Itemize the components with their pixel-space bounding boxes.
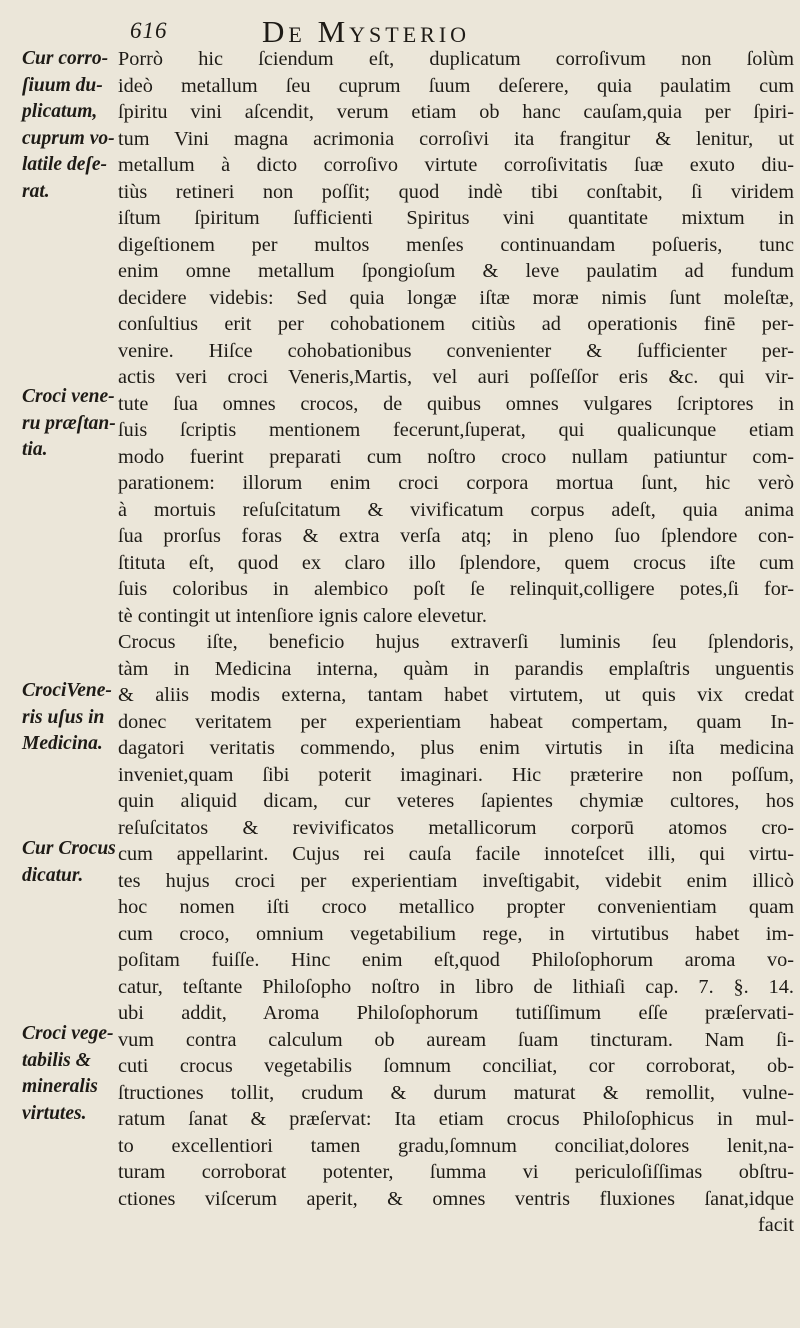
marginal-note-line: rat. [22, 180, 50, 202]
text-line: tes hujus croci per experientiam inveſtigabit, videbit enim illicò [118, 869, 794, 892]
text-line: cum appellarint. Cujus rei cauſa facile innoteſcet illi, qui virtu- [118, 843, 794, 865]
text-line: metallum à dicto corroſivo virtute corroſivitatis ſuæ exuto diu- [118, 154, 794, 176]
marginal-note-line: cuprum vo- [22, 127, 115, 149]
text-line: tàm in Medicina interna, quàm in parandis emplaſtris unguentis [118, 657, 794, 680]
text-line: ſtituta eſt, quod ex claro illo ſplendore, quem crocus iſte cum [118, 551, 794, 574]
marginal-note-line: ru præſtan- [22, 412, 116, 434]
text-line: cum croco, omnium vegetabilium rege, in virtutibus habet im- [118, 922, 794, 945]
text-line: Crocus iſte, beneficio hujus extraverſi luminis ſeu ſplendoris, [118, 631, 794, 653]
text-line: iſtum ſpiritum ſufficienti Spiritus vini quantitate mixtum in [118, 207, 794, 229]
text-line: poſitam fuiſſe. Hinc enim eſt,quod Philoſophorum aroma vo- [118, 949, 794, 971]
text-line: reſuſcitatos & revivificatos metallicorum corporū atomos cro- [118, 816, 794, 839]
marginal-note [22, 46, 130, 205]
text-line: cuti crocus vegetabilis ſomnum conciliat, cor corroborat, ob- [118, 1055, 794, 1077]
marginal-note [22, 384, 130, 464]
marginal-note-line: ſiuum du- [22, 74, 103, 96]
text-line: hoc nomen iſti croco metallico propter convenientiam quam [118, 896, 794, 918]
marginal-note-line: Croci vene- [22, 386, 115, 407]
marginal-note-line: virtutes. [22, 1102, 87, 1124]
text-line: catur, teſtante Philoſopho noſtro in libro de lithiaſi cap. 7. §. 14. [118, 975, 794, 998]
text-line: to excellentiori tamen gradu,ſomnum conciliat,dolores lenit,na- [118, 1134, 794, 1157]
text-line: donec veritatem per experientiam habeat compertam, quam In- [118, 710, 794, 733]
text-line: quin aliquid dicam, cur veteres ſapientes chymiæ cultores, hos [118, 790, 794, 812]
text-line: ſuis coloribus in alembico poſt ſe relinquit,colligere potes,ſi for- [118, 578, 794, 600]
marginal-note-line: Croci vege- [22, 1023, 114, 1044]
text-line: Porrò hic ſciendum eſt, duplicatum corroſivum non ſolùm [118, 48, 794, 70]
text-line: ideò metallum ſeu cuprum ſuum deſerere, quia paulatim cum [118, 74, 794, 97]
text-line: tute ſua omnes crocos, de quibus omnes vulgares ſcriptores in [118, 392, 794, 415]
marginal-note-line: tia. [22, 439, 48, 460]
page-number: 616 [130, 18, 168, 43]
marginal-note-line: dicatur. [22, 864, 84, 886]
text-line: ſtructiones tollit, crudum & durum maturat & remollit, vulne- [118, 1081, 794, 1104]
text-line: ſuis ſcriptis mentionem fecerunt,ſuperat, qui qualicunque etiam [118, 419, 794, 441]
marginal-note-line: ris uſus in [22, 706, 105, 728]
text-line: tè contingit ut intenſiore ignis calore elevetur. [118, 604, 487, 627]
text-line: parationem: illorum enim croci corpora mortua ſunt, hic verò [118, 472, 794, 494]
text-line: ſua prorſus foras & extra verſa atq; in pleno ſuo ſplendore con- [118, 525, 794, 547]
text-line: tum Vini magna acrimonia corroſivi ita frangitur & lenitur, ut [118, 127, 794, 150]
text-line: à mortuis reſuſcitatum & vivificatum corpus adeſt, quia anima [118, 498, 794, 521]
catchword: facit [757, 1214, 794, 1236]
text-line: conſultius erit per cohobationem citiùs ad operationis finē per- [118, 313, 794, 335]
text-line: tiùs retineri non poſſit; quod indè tibi conſtabit, ſi viridem [118, 180, 794, 203]
marginal-note-line: mineralis [22, 1076, 98, 1097]
text-line: enim omne metallum ſpongioſum & leve paulatim ad fundum [118, 260, 794, 282]
text-line: modo fuerint preparati cum noſtro croco nullam patiuntur com- [118, 445, 794, 468]
text-line: ſpiritu vini aſcendit, verum etiam ob hanc cauſam,quia per ſpiri- [118, 101, 794, 123]
text-line: & aliis modis externa, tantam habet virtutem, ut quis vix credat [118, 684, 794, 706]
marginal-note-line: Cur Crocus [22, 838, 116, 859]
marginal-note-line: plicatum, [22, 101, 98, 122]
marginal-note-line: CrociVene- [22, 680, 112, 701]
marginal-note [22, 678, 130, 758]
marginal-note-line: tabilis & [22, 1049, 91, 1071]
text-line: venire. Hiſce cohobationibus convenienter & ſufficienter per- [118, 339, 794, 362]
text-line: dagatori veritatis commendo, plus enim virtutis in iſta medicina [118, 737, 794, 759]
marginal-note [22, 1021, 130, 1127]
marginal-note-line: Cur corro- [22, 48, 109, 69]
marginal-note-line: latile deſe- [22, 154, 107, 175]
text-line: vum contra calculum ob auream ſuam tincturam. Nam ſi- [118, 1028, 794, 1051]
text-line: inveniet,quam ſibi poterit imaginari. Hic præterire non poſſum, [118, 763, 794, 786]
marginal-note [22, 836, 130, 889]
text-line: ratum ſanat & præſervat: Ita etiam crocus Philoſophicus in mul- [118, 1108, 794, 1130]
marginal-note-line: Medicina. [22, 733, 103, 754]
body-text [118, 46, 794, 1239]
running-title: De Mysterio [262, 14, 471, 49]
text-line: digeſtionem per multos menſes continuandam poſueris, tunc [118, 233, 794, 256]
text-line: ctiones viſcerum aperit, & omnes ventris fluxiones ſanat,idque [118, 1187, 794, 1210]
text-line: actis veri croci Veneris,Martis, vel auri poſſeſſor eris &c. qui vir- [118, 366, 794, 388]
text-line: ubi addit, Aroma Philoſophorum tutiſſimum eſſe præſervati- [118, 1002, 794, 1024]
text-line: turam corroborat potenter, ſumma vi periculoſiſſimas obſtru- [118, 1161, 794, 1183]
text-line: decidere videbis: Sed quia longæ iſtæ moræ nimis ſunt moleſtæ, [118, 286, 794, 309]
